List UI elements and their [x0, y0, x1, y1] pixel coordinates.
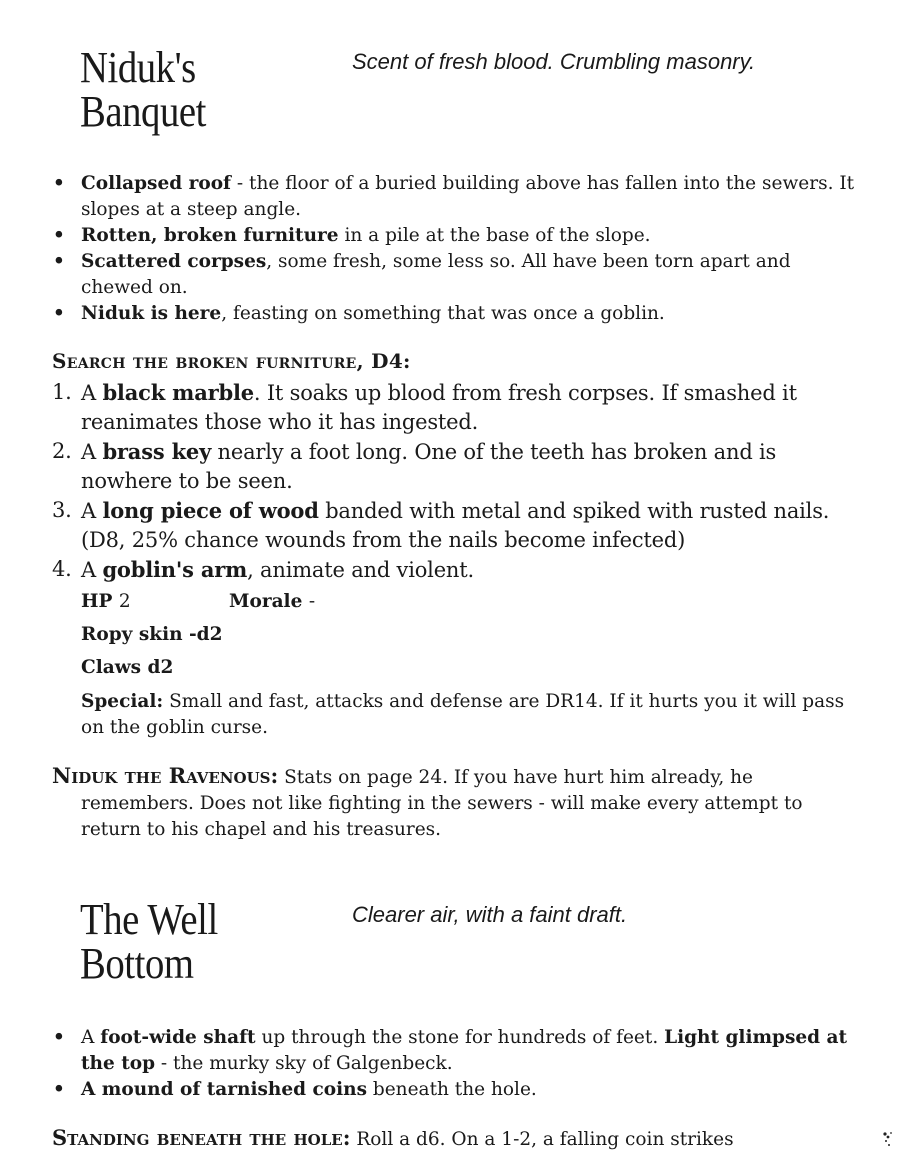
feature-item: [50, 1077, 865, 1103]
feature-item: [50, 171, 865, 223]
room-title-line: Banquet: [80, 87, 206, 136]
bullet-icon: •: [53, 225, 65, 246]
search-result-item: [50, 555, 865, 585]
npc-entry: [52, 763, 862, 843]
search-result-item: [50, 378, 865, 437]
bullet-icon: •: [53, 1079, 65, 1100]
item-prefix: A: [81, 440, 103, 464]
ink-speck-icon: [880, 1130, 896, 1150]
item-name: long piece of wood: [102, 498, 319, 523]
room-flavor-text: Clearer air, with a faint draft.: [352, 902, 628, 927]
special-label: Special:: [81, 691, 164, 712]
search-results-list: [50, 378, 865, 585]
item-text: . It soaks up blood from fresh corpses. If smashed it reanimates those who it has ingested.: [81, 381, 797, 434]
room-title: [80, 895, 218, 988]
bullet-icon: •: [53, 1027, 65, 1048]
item-number: 3.: [52, 498, 72, 522]
bullet-icon: •: [53, 173, 65, 194]
feature-text: - the floor of a buried building above has fallen into the sewers. It slopes at a steep angle.: [81, 173, 855, 220]
feature-item: [50, 249, 865, 301]
feature-text: beneath the hole.: [367, 1079, 537, 1100]
item-name: brass key: [102, 439, 212, 464]
feature-item: [50, 301, 865, 327]
feature-text: , feasting on something that was once a goblin.: [221, 303, 665, 324]
search-result-item: [50, 437, 865, 496]
bullet-icon: •: [53, 251, 65, 272]
feature-prefix: A: [81, 1027, 101, 1048]
feature-name: Light glimpsed at the top: [81, 1027, 848, 1074]
item-name: black marble: [102, 380, 254, 405]
feature-item: [50, 223, 865, 249]
feature-text: , some fresh, some less so. All have been torn apart and chewed on.: [81, 251, 791, 298]
item-number: 4.: [52, 557, 72, 581]
npc-name: Niduk the Ravenous:: [52, 763, 279, 788]
morale-label: Morale: [229, 591, 303, 612]
feature-name: Scattered corpses: [81, 251, 267, 272]
room-title-line: Niduk's: [80, 43, 196, 92]
item-name: goblin's arm: [102, 557, 248, 582]
feature-name: A mound of tarnished coins: [81, 1079, 367, 1100]
item-text: nearly a foot long. One of the teeth has broken and is nowhere to be seen.: [81, 440, 777, 493]
creature-morale: [229, 591, 315, 612]
feature-name: Rotten, broken furniture: [81, 225, 339, 246]
room-features-list: [50, 1025, 865, 1103]
feature-name: Collapsed roof: [81, 173, 231, 194]
search-result-item: [50, 496, 865, 555]
feature-item: [50, 1025, 865, 1077]
item-text: , animate and violent.: [247, 558, 474, 582]
item-number: 2.: [52, 439, 72, 463]
room-title-line: Bottom: [80, 939, 194, 988]
room-flavor-text: Scent of fresh blood. Crumbling masonry.: [352, 49, 756, 74]
feature-text: up through the stone for hundreds of feet.: [255, 1027, 665, 1048]
feature-text: in a pile at the base of the slope.: [338, 225, 651, 246]
item-text: banded with metal and spiked with rusted nails. (D8, 25% chance wounds from the nails become infected): [81, 499, 830, 552]
creature-hp: [81, 591, 131, 612]
feature-name: foot-wide shaft: [100, 1027, 256, 1048]
creature-armor: Ropy skin -d2: [81, 624, 223, 645]
bullet-icon: •: [53, 303, 65, 324]
hazard-label: Standing beneath the hole:: [52, 1125, 351, 1150]
room-features-list: [50, 171, 865, 327]
room-title-line: The Well: [80, 895, 218, 944]
hazard-entry: [52, 1125, 862, 1153]
npc-text: Stats on page 24. If you have hurt him already, he remembers. Does not like fighting in the sewers - will make every attempt to return to his chapel and his treasures.: [81, 767, 803, 840]
search-heading: Search the broken furniture, D4:: [52, 349, 411, 373]
creature-attack: Claws d2: [81, 657, 174, 678]
room-title: [80, 43, 206, 136]
item-prefix: A: [81, 499, 103, 523]
feature-text: - the murky sky of Galgenbeck.: [155, 1053, 453, 1074]
item-prefix: A: [81, 558, 103, 582]
item-number: 1.: [52, 380, 72, 404]
hp-value: 2: [118, 591, 131, 612]
special-text: Small and fast, attacks and defense are DR14. If it hurts you it will pass on the goblin curse.: [81, 691, 845, 738]
hazard-text: Roll a d6. On a 1-2, a falling coin strikes: [350, 1129, 734, 1150]
morale-value: -: [308, 591, 316, 612]
feature-name: Niduk is here: [81, 303, 222, 324]
creature-special: [81, 689, 861, 741]
item-prefix: A: [81, 381, 103, 405]
hp-label: HP: [81, 591, 113, 612]
